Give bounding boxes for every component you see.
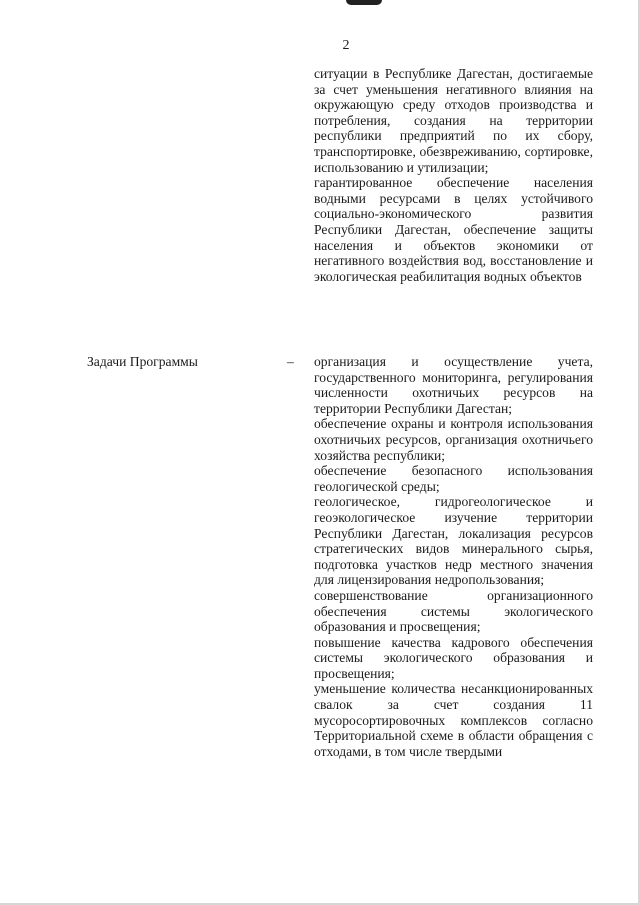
page-number: 2 — [342, 38, 350, 53]
task-item-5: совершенствование организационного обеспечения системы экологического образования и просвещения; — [314, 587, 593, 635]
task-item-6: повышение качества кадрового обеспечения системы экологического образования и просвещения; — [314, 634, 593, 681]
continuation-block — [314, 66, 593, 284]
scan-artifact-top — [346, 0, 382, 5]
task-item-4: геологическое, гидрогеологическое и геоэкологическое изучение территории Республики Дагестан, локализация ресурсов стратегических видов минерального сырья, подготовка участков недр местного значения для лицензирования недропользования; — [314, 494, 593, 588]
task-item-3: обеспечение безопасного использования геологической среды; — [314, 463, 593, 494]
task-item-1: организация и осуществление учета, государственного мониторинга, регулирования численности охотничьих ресурсов на территории Республики Дагестан; — [314, 354, 593, 416]
continuation-paragraph-2: гарантированное обеспечение населения водными ресурсами в целях устойчивого социально-экономического развития Республики Дагестан, обеспечение защиты населения и объектов экономики от негативного воздействия вод, восстановление и экологическая реабилитация водных объектов — [314, 175, 593, 284]
task-item-2: обеспечение охраны и контроля использования охотничьих ресурсов, организация охотничьего хозяйства республики; — [314, 416, 593, 463]
continuation-paragraph-1: ситуации в Республике Дагестан, достигаемые за счет уменьшения негативного влияния на окружающую среду отходов производства и потребления, создания на территории республики предприятий по их сбору, транспортировке, обезвреживанию, сортировке, использованию и утилизации; — [314, 66, 593, 175]
task-item-7: уменьшение количества несанкционированных свалок за счет создания 11 мусоросортировочных комплексов согласно Территориальной схеме в области обращения с отходами, в том числе твердыми — [314, 681, 593, 759]
tasks-label: Задачи Программы — [87, 354, 198, 369]
tasks-dash: – — [287, 354, 294, 369]
tasks-list — [314, 354, 593, 759]
